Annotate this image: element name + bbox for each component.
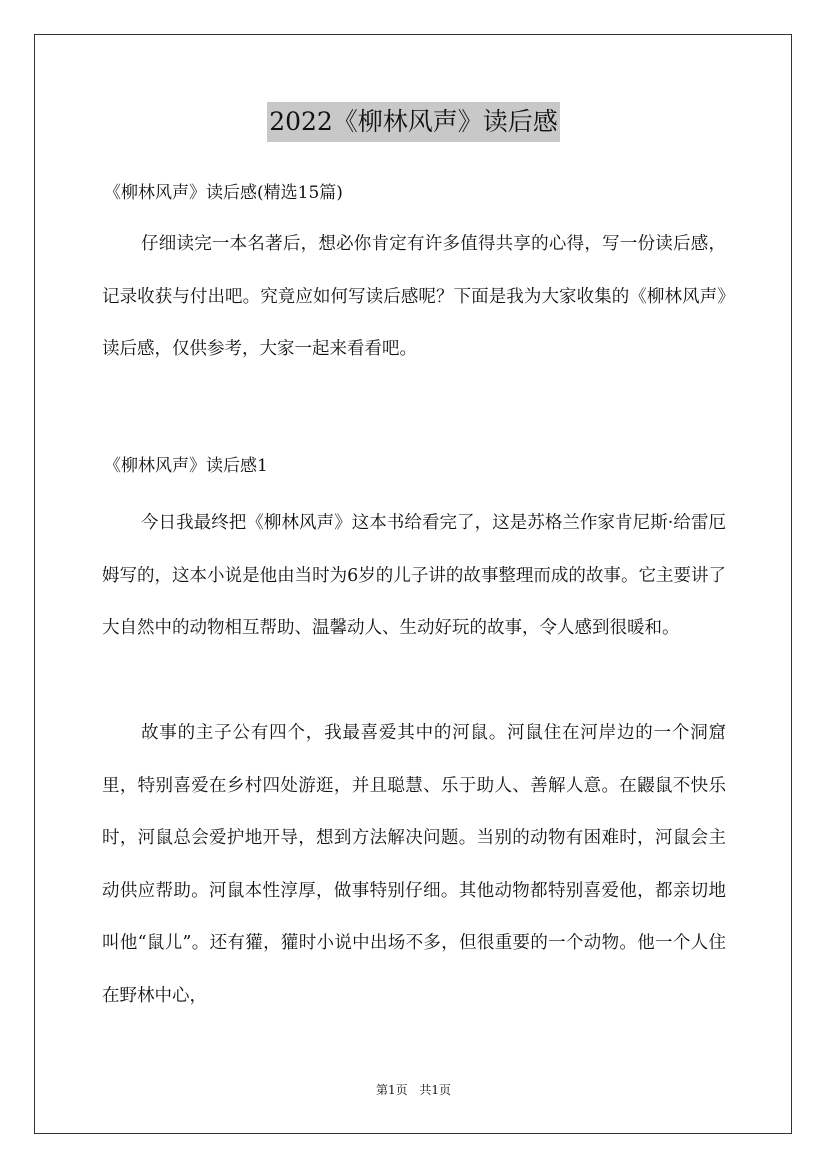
intro-paragraph: 仔细读完一本名著后，想必你肯定有许多值得共享的心得，写一份读后感，记录收获与付出吧。究竟应如何写读后感呢？下面是我为大家收集的《柳林风声》读后感，仅供参考，大家一起来看看吧。 (102, 234, 726, 359)
page-footer (0, 1082, 827, 1098)
body-paragraph-2: 故事的主子公有四个，我最喜爱其中的河鼠。河鼠住在河岸边的一个洞窟里，特别喜爱在乡村四处游逛，并且聪慧、乐于助人、善解人意。在鼹鼠不快乐时，河鼠总会爱护地开导，想到方法解决问题。当别的动物有困难时，河鼠会主动供应帮助。河鼠本性淳厚，做事特别仔细。其他动物都特别喜爱他，都亲切地叫他“鼠儿”。还有獾，獾时小说中出场不多，但很重要的一个动物。他一个人住在野林中心， (102, 723, 726, 1006)
body-paragraph-1: 今日我最终把《柳林风声》这本书给看完了，这是苏格兰作家肯尼斯·给雷厄姆写的，这本小说是他由当时为6岁的儿子讲的故事整理而成的故事。它主要讲了大自然中的动物相互帮助、温馨动人、生动好玩的故事，令人感到很暖和。 (102, 513, 726, 638)
document-title: 2022《柳林风声》读后感 (267, 102, 560, 142)
page-number: 第1页 (375, 1083, 408, 1097)
page-total: 共1页 (419, 1083, 452, 1097)
section-heading: 《柳林风声》读后感1 (104, 456, 268, 476)
title-container (0, 102, 827, 142)
document-subtitle: 《柳林风声》读后感(精选15篇) (104, 183, 343, 203)
